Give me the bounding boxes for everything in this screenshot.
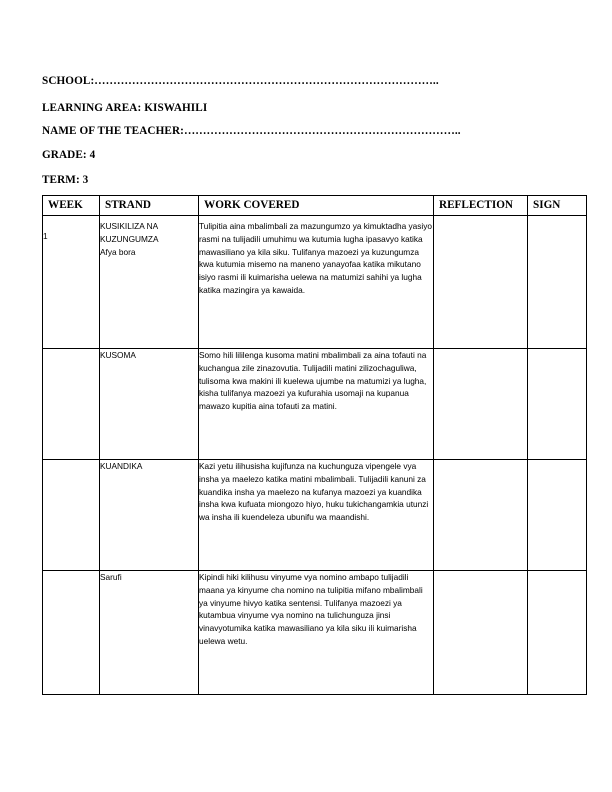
reflection-cell[interactable]: [434, 460, 528, 571]
strand-cell: [100, 460, 199, 571]
column-header-sign: SIGN: [528, 196, 587, 216]
week-cell: [43, 571, 100, 695]
table-row: [43, 216, 587, 349]
strand-label: KUSIKILIZA NA: [100, 221, 159, 231]
week-cell: [43, 460, 100, 571]
strand-label: KUSOMA: [100, 350, 136, 360]
school-field: SCHOOL:………………………………………………………………………………..: [42, 75, 439, 87]
column-header-reflection: REFLECTION: [434, 196, 528, 216]
term-label: TERM: 3: [42, 174, 89, 186]
teacher-name-field: NAME OF THE TEACHER:………………………………………………………………..: [42, 125, 461, 137]
strand-label: Sarufi: [100, 572, 122, 582]
sign-cell[interactable]: [528, 460, 587, 571]
work-covered-cell: Somo hili lililenga kusoma matini mbalimbali za aina tofauti na kuchangua zile zinazovutia. Tulijadili matini zilizochaguliwa, tulisoma kwa makini ili kuelewa ujumbe na matumizi ya lugha, kisha tulifanya mazoezi ya kufurahia usomaji na kupanua mawazo kupitia aina tofauti za matini.: [199, 349, 434, 460]
column-header-strand: STRAND: [100, 196, 199, 216]
strand-label: KUANDIKA: [100, 461, 143, 471]
strand-label: KUZUNGUMZA: [100, 233, 159, 244]
reflection-cell[interactable]: [434, 216, 528, 349]
strand-cell: [100, 349, 199, 460]
strand-cell: [100, 571, 199, 695]
sign-cell[interactable]: [528, 571, 587, 695]
week-cell: [43, 349, 100, 460]
reflection-cell[interactable]: [434, 571, 528, 695]
work-covered-cell: Kazi yetu ilihusisha kujifunza na kuchunguza vipengele vya insha ya maelezo katika matini mbalimbali. Tulijadili kanuni za kuandika insha ya maelezo na kufanya mazoezi ya kuandika insha kwa kufuata miongozo hiyo, huku tukichangamkia utunzi wa insha ili kuendeleza ubunifu wa maandishi.: [199, 460, 434, 571]
work-covered-cell: Kipindi hiki kilihusu vinyume vya nomino ambapo tulijadili maana ya kinyume cha nomino na tulipitia mifano mbalimbali ya vinyume hivyo katika sentensi. Tulifanya mazoezi ya kutambua vinyume vya nomino na tulichunguza jinsi vinavyotumika katika mawasiliano ya kila siku ili kuimarisha uelewa wetu.: [199, 571, 434, 695]
column-header-week: WEEK: [43, 196, 100, 216]
sub-strand-label: Afya bora: [100, 246, 136, 257]
sign-cell[interactable]: [528, 216, 587, 349]
learning-area: LEARNING AREA: KISWAHILI: [42, 102, 208, 114]
column-header-work-covered: WORK COVERED: [199, 196, 434, 216]
strand-cell: [100, 216, 199, 349]
record-of-work-table: [42, 195, 587, 695]
table-row: [43, 571, 587, 695]
sign-cell[interactable]: [528, 349, 587, 460]
table-row: [43, 460, 587, 571]
table-header-row: [43, 196, 587, 216]
week-cell: 1: [43, 216, 100, 349]
reflection-cell[interactable]: [434, 349, 528, 460]
table-row: [43, 349, 587, 460]
grade-label: GRADE: 4: [42, 149, 96, 161]
work-covered-cell: Tulipitia aina mbalimbali za mazungumzo ya kimuktadha yasiyo rasmi na tulijadili umuhimu wa kutumia lugha ipasavyo katika mawasiliano ya kila siku. Tulifanya mazoezi ya kuzungumza kwa kutumia misemo na maneno yanayofaa katika mikutano isiyo rasmi ili kuimarisha uelewa na matumizi sahihi ya lugha katika mazingira ya kawaida.: [199, 216, 434, 349]
